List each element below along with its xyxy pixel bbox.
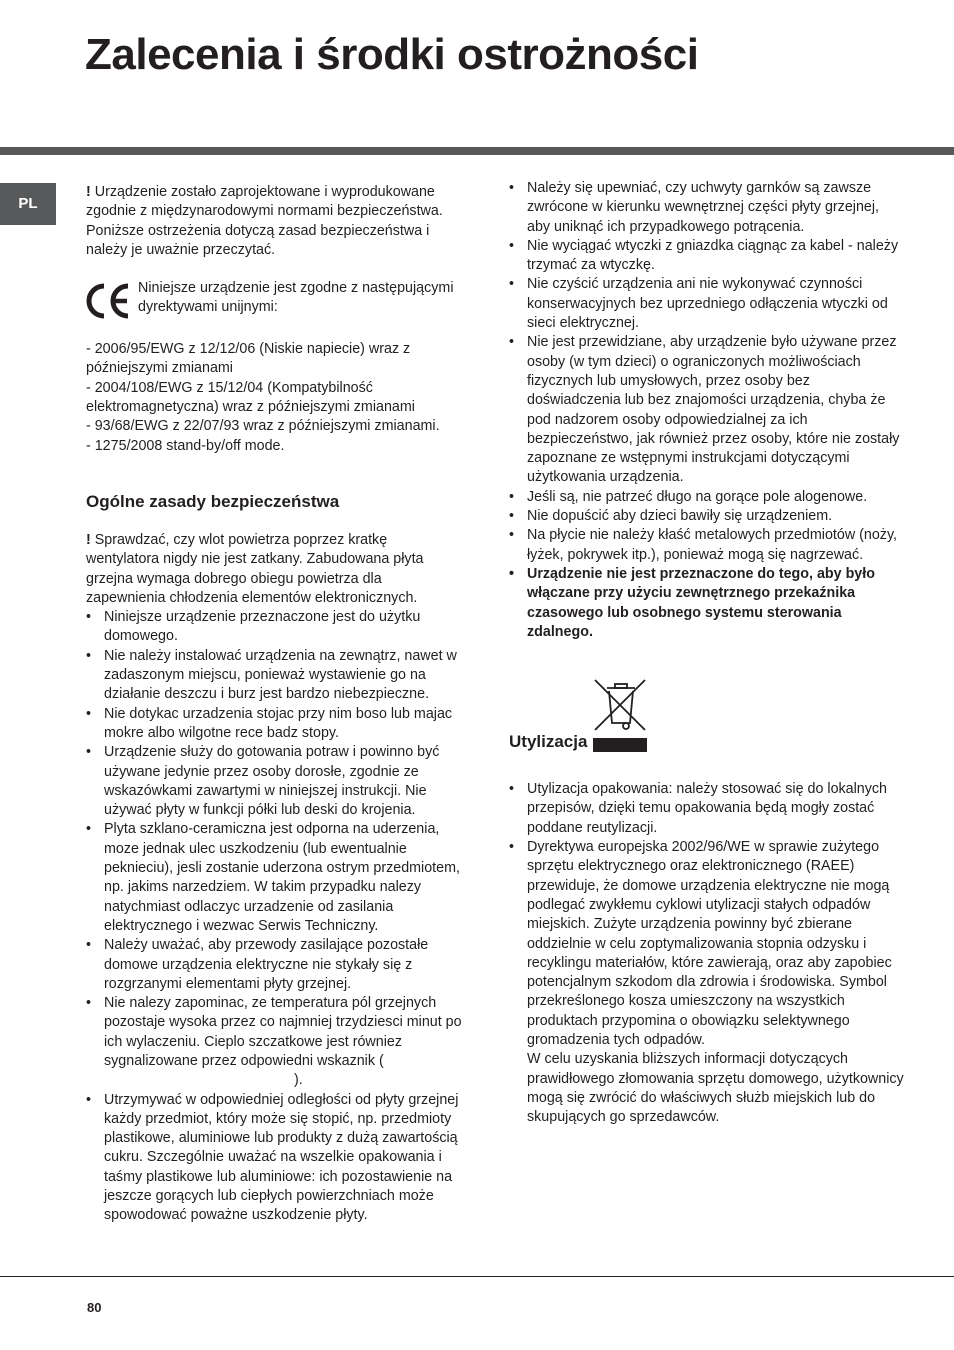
intro-paragraph [86,183,462,260]
list-item: • Urządzenie nie jest przeznaczone do tego, aby było włączane przy użyciu zewnętrznego przekaźnika czasowego lub osobnego systemu sterowania zdalnego. [509,565,904,642]
list-item: • Nie czyścić urządzenia ani nie wykonywać czynności konserwacyjnych bez uprzedniego odłączenia wtyczki od sieci elektrycznej. [509,275,904,333]
language-tab: PL [0,183,56,225]
section-heading-disposal: Utylizacja [509,732,588,752]
disposal-info-text: W celu uzyskania bliższych informacji dotyczących prawidłowego złomowania sprzętu domowego, użytkownicy mogą się zwrócić do właściwych służb miejskich lub do skupujących go sprzedawców. [527,1051,904,1126]
ce-mark-icon [86,281,132,321]
safety-list-continued [509,179,904,642]
directive-item: - 93/68/EWG z 22/07/93 wraz z późniejszymi zmianami. [86,418,440,435]
directive-list [86,340,462,456]
indicator-close: ). [294,1072,303,1089]
list-item: • Plyta szklano-ceramiczna jest odporna na uderzenia, moze jednak ulec uszkodzeniu (lub ewentualnie peknieciu), jesli zostanie uderzona ostrym przedmiotem, np. jakims narzedziem. W takim przypadku nalezy natychmiast odlaczyc urzadzenie od zasilania elektrycznego i wezwac Serwis Techniczny. [86,820,462,936]
header-rule [0,147,954,155]
warning-mark: ! [86,531,91,548]
directive-item: - 2004/108/EWG z 15/12/04 (Kompatybilność elektromagnetyczna) wraz z późniejszymi zmianami [86,379,415,416]
right-column [509,179,904,1127]
page-number: 80 [87,1300,102,1315]
crossed-bin-icon [593,678,647,752]
list-item: • Niniejsze urządzenie przeznaczone jest do użytku domowego. [86,608,462,647]
ventilation-text: Sprawdzać, czy wlot powietrza poprzez kratkę wentylatora nigdy nie jest zatkany. Zabudowana płyta grzejna wymaga dobrego obiegu powietrza dla zapewnienia chłodzenia elementów elektronicznych. [86,531,424,606]
safety-list [86,608,462,1226]
list-item: • Nie dopuścić aby dzieci bawiły się urządzeniem. [509,507,904,526]
disposal-list [509,780,904,1127]
directive-item: - 2006/95/EWG z 12/12/06 (Niskie napiecie) wraz z późniejszymi zmianami [86,341,411,377]
list-item: • Jeśli są, nie patrzeć długo na gorące pole alogenowe. [509,488,904,507]
directive-item: - 1275/2008 stand-by/off mode. [86,437,285,454]
disposal-heading-row [509,678,904,752]
list-item [86,994,462,1090]
list-item: • Utylizacja opakowania: należy stosować się do lokalnych przepisów, dzięki temu opakowania będą mogły zostać poddane reutylizacji. [509,780,904,838]
footer-rule [0,1276,954,1277]
section-heading-general-safety: Ogólne zasady bezpieczeństwa [86,491,340,511]
list-item: • Nie dotykac urzadzenia stojac przy nim boso lub majac mokre albo wilgotne rece badz stopy. [86,705,462,744]
page-title: Zalecenia i środki ostrożności [85,30,699,79]
ce-text: Niniejsze urządzenie jest zgodne z następującymi dyrektywami unijnymi: [138,280,454,316]
ce-compliance [86,279,462,321]
list-item: • Należy uważać, aby przewody zasilające pozostałe domowe urządzenia elektryczne nie stykały się z rozgrzanymi elementami płyty grzejnej. [86,936,462,994]
list-item: • Nie należy instalować urządzenia na zewnątrz, nawet w zadaszonym miejscu, ponieważ wystawienie go na działanie deszczu i burz jest bardzo niebezpieczne. [86,647,462,705]
weee-text: Dyrektywa europejska 2002/96/WE w sprawie zużytego sprzętu elektrycznego oraz elektronicznego (RAEE) przewiduje, że domowe urządzenia elektryczne nie mogą podlegać zwykłemu cyklowi utylizacji stałych odpadów miejskich. Zużyte urządzenia powinny być zbierane oddzielnie w celu zoptymalizowania stopnia odzysku i recyklingu materiałów, które zawierają, oraz aby zapobiec potencjalnym szkodom dla zdrowia i środowiska. Symbol przekreślonego kosza umieszczony na wszystkich produktach przypomina o obowiązku selektywnego gromadzenia tych odpadów. [527,839,892,1048]
ventilation-warning [86,531,462,608]
intro-text: Urządzenie zostało zaprojektowane i wyprodukowane zgodnie z międzynarodowymi normami bezpieczeństwa. Poniższe ostrzeżenia dotyczą zasad bezpieczeństwa i należy je uważnie przeczytać. [86,184,443,258]
list-item [509,838,904,1127]
list-item: • Nie jest przewidziane, aby urządzenie było używane przez osoby (w tym dzieci) o ograniczonych możliwościach fizycznych lub umysłowych, przez osoby bez doświadczenia lub bez znajomości urządzenia, chyba że pod nadzorem osoby odpowiedzialnej za ich bezpieczeństwo, jak również przez osoby, które nie zostały zapoznane ze wstępnymi instrukcjami dotyczącymi użytkowania urządzenia. [509,333,904,487]
warning-mark: ! [86,184,91,200]
list-item: • Urządzenie służy do gotowania potraw i powinno być używane jedynie przez osoby dorosłe, zgodnie ze wskazówkami zawartymi w niniejszej instrukcji. Nie używać płyty w funkcji półki lub deski do krojenia. [86,743,462,820]
list-item: • Utrzymywać w odpowiedniej odległości od płyty grzejnej każdy przedmiot, który może się stopić, np. przedmioty plastikowe, aluminiowe lub produkty z dużą zawartością cukru. Szczególnie uważać na wszelkie opakowania i taśmy plastikowe lub aluminiowe: ich pozostawienie na jeszcze gorących lub ciepłych powierzchniach może spowodować poważne uszkodzenie płyty. [86,1091,462,1226]
list-item: • Należy się upewniać, czy uchwyty garnków są zawsze zwrócone w kierunku wewnętrznej części płyty grzejnej, aby uniknąć ich przypadkowego potrącenia. [509,179,904,237]
list-item: • Na płycie nie należy kłaść metalowych przedmiotów (noży, łyżek, pokrywek itp.), ponieważ mogą się nagrzewać. [509,526,904,565]
left-column [86,183,462,1226]
residual-heat-text: Nie nalezy zapominac, ze temperatura pól grzejnych pozostaje wysoka przez co najmniej trzydziesci minut po ich wylaczeniu. Cieplo szczatkowe jest równiez sygnalizowane przez odpowiedni wskaznik ( [104,995,462,1069]
list-item: • Nie wyciągać wtyczki z gniazdka ciągnąc za kabel - należy trzymać za wtyczkę. [509,237,904,276]
